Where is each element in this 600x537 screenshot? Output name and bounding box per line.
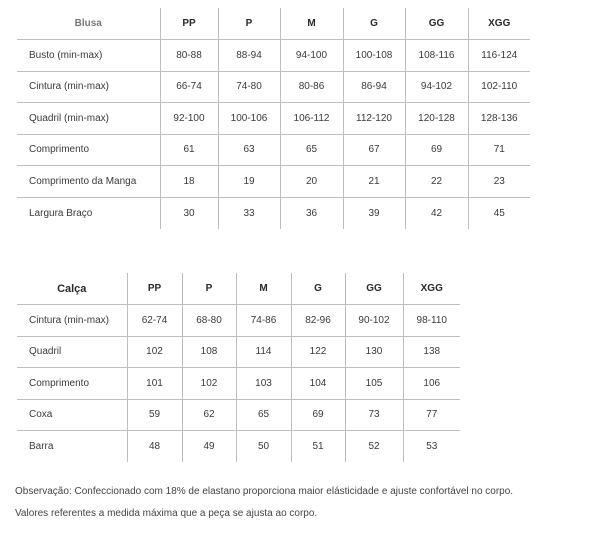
- table-cell: 100-108: [343, 40, 405, 72]
- table-cell: 33: [218, 197, 280, 229]
- table-cell: 67: [343, 134, 405, 166]
- blusa-size-header: P: [218, 8, 280, 40]
- table-cell: 62: [182, 399, 236, 431]
- table-cell: 30: [160, 197, 218, 229]
- table-cell: 92-100: [160, 103, 218, 135]
- table-cell: 62-74: [127, 305, 182, 337]
- row-label: Cintura (min-max): [17, 71, 160, 103]
- table-cell: 36: [280, 197, 343, 229]
- table-cell: 94-100: [280, 40, 343, 72]
- table-row: [17, 166, 530, 198]
- table-row: [17, 336, 460, 368]
- table-cell: 101: [127, 368, 182, 400]
- table-cell: 82-96: [291, 305, 345, 337]
- blusa-header-row: [17, 8, 530, 40]
- row-label: Quadril: [17, 336, 127, 368]
- table-cell: 73: [345, 399, 403, 431]
- table-cell: 138: [403, 336, 460, 368]
- table-cell: 66-74: [160, 71, 218, 103]
- table-cell: 122: [291, 336, 345, 368]
- calca-size-header: P: [182, 273, 236, 305]
- calca-size-header: PP: [127, 273, 182, 305]
- table-cell: 48: [127, 431, 182, 463]
- calca-size-header: XGG: [403, 273, 460, 305]
- table-cell: 22: [405, 166, 468, 198]
- blusa-size-header: GG: [405, 8, 468, 40]
- row-label: Comprimento: [17, 134, 160, 166]
- table-row: [17, 134, 530, 166]
- table-cell: 106: [403, 368, 460, 400]
- table-cell: 69: [291, 399, 345, 431]
- row-label: Barra: [17, 431, 127, 463]
- table-cell: 114: [236, 336, 291, 368]
- table-cell: 59: [127, 399, 182, 431]
- calca-size-header: G: [291, 273, 345, 305]
- table-row: [17, 103, 530, 135]
- blusa-size-table: [17, 8, 530, 229]
- table-cell: 120-128: [405, 103, 468, 135]
- table-cell: 65: [280, 134, 343, 166]
- table-cell: 102: [182, 368, 236, 400]
- table-cell: 50: [236, 431, 291, 463]
- table-cell: 108: [182, 336, 236, 368]
- table-cell: 49: [182, 431, 236, 463]
- table-cell: 68-80: [182, 305, 236, 337]
- measurement-note: Valores referentes a medida máxima que a peça se ajusta ao corpo.: [15, 508, 318, 519]
- calca-size-table: [17, 273, 460, 462]
- table-cell: 42: [405, 197, 468, 229]
- table-row: [17, 40, 530, 72]
- calca-size-header: GG: [345, 273, 403, 305]
- table-cell: 19: [218, 166, 280, 198]
- table-cell: 88-94: [218, 40, 280, 72]
- table-cell: 86-94: [343, 71, 405, 103]
- table-cell: 45: [493, 207, 505, 219]
- table-cell: 51: [291, 431, 345, 463]
- observation-note: Observação: Confeccionado com 18% de elastano proporciona maior elásticidade e ajuste confortável no corpo.: [15, 486, 514, 497]
- row-label: Comprimento: [17, 368, 127, 400]
- table-cell: 98-110: [403, 305, 460, 337]
- table-cell: 61: [160, 134, 218, 166]
- table-cell: 74-80: [218, 71, 280, 103]
- table-cell: 106-112: [280, 103, 343, 135]
- table-cell: 112-120: [343, 103, 405, 135]
- table-cell: 130: [345, 336, 403, 368]
- table-cell: 103: [236, 368, 291, 400]
- blusa-size-header: G: [343, 8, 405, 40]
- table-cell: 80-88: [160, 40, 218, 72]
- row-label: Coxa: [17, 399, 127, 431]
- table-cell: 77: [403, 399, 460, 431]
- table-cell: 71: [468, 134, 530, 166]
- table-cell: 128-136: [468, 103, 530, 135]
- calca-title: Calça: [17, 273, 127, 305]
- table-row: [17, 305, 460, 337]
- blusa-size-header: XGG: [468, 8, 530, 40]
- table-cell: 104: [291, 368, 345, 400]
- table-cell: 52: [345, 431, 403, 463]
- table-cell: 74-86: [236, 305, 291, 337]
- table-cell: 20: [280, 166, 343, 198]
- calca-size-header: M: [236, 273, 291, 305]
- table-cell: 80-86: [280, 71, 343, 103]
- table-cell: 63: [218, 134, 280, 166]
- row-label: Comprimento da Manga: [17, 166, 160, 198]
- table-row: [17, 197, 530, 229]
- table-cell: 94-102: [405, 71, 468, 103]
- table-cell: 65: [236, 399, 291, 431]
- table-cell: 116-124: [468, 40, 530, 72]
- table-cell: 105: [345, 368, 403, 400]
- table-cell: 23: [468, 166, 530, 198]
- table-cell: 53: [426, 441, 438, 452]
- calca-header-row: [17, 273, 460, 305]
- table-cell: 18: [160, 166, 218, 198]
- blusa-size-header: PP: [160, 8, 218, 40]
- table-cell: 108-116: [405, 40, 468, 72]
- table-cell: 90-102: [345, 305, 403, 337]
- table-cell: 21: [343, 166, 405, 198]
- table-cell: 39: [343, 197, 405, 229]
- blusa-title: Blusa: [17, 8, 160, 40]
- table-cell: 102-110: [468, 71, 530, 103]
- table-row: [17, 399, 460, 431]
- table-cell: 100-106: [218, 103, 280, 135]
- row-label: Busto (min-max): [17, 40, 160, 72]
- table-row: [17, 368, 460, 400]
- blusa-size-header: M: [280, 8, 343, 40]
- table-cell: 102: [127, 336, 182, 368]
- table-cell: 69: [405, 134, 468, 166]
- table-row: [17, 71, 530, 103]
- table-row: [17, 431, 460, 463]
- row-label: Cintura (min-max): [17, 305, 127, 337]
- row-label: Quadril (min-max): [17, 103, 160, 135]
- row-label: Largura Braço: [17, 197, 160, 229]
